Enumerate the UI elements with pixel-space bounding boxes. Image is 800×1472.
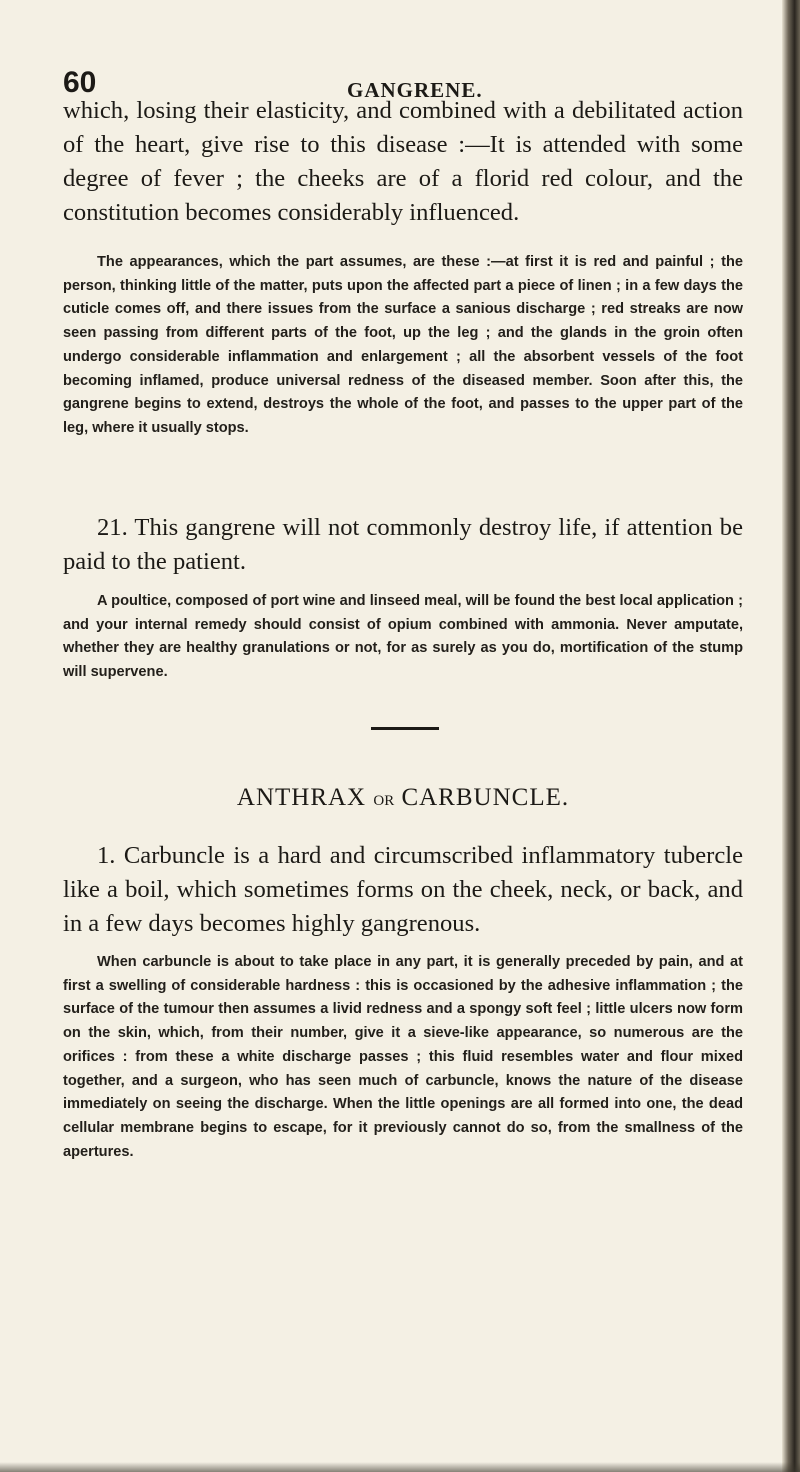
paragraph-point-1: 1. Carbuncle is a hard and circumscribed inflammatory tubercle like a boil, which sometimes forms on the cheek, neck, or back, and in a few days becomes highly gangrenous. [63, 842, 743, 937]
section-title-anthrax: ANTHRAX [236, 784, 367, 811]
section-title [63, 784, 743, 812]
paragraph-appearances: The appearances, which the part assumes, are these :—at first it is red and painful ; the person, thinking little of the matter, puts upon the affected part a piece of linen ; in a few days the cuticle comes off, and there issues from the surface a sanious discharge ; red streaks are now seen passing from different parts of the foot, up the leg ; and the glands in the groin often undergo considerable inflammation and enlargement ; all the absorbent vessels of the foot becoming inflamed, produce universal redness of the diseased member. Soon after this, the gangrene begins to extend, destroys the whole of the foot, and passes to the upper part of the leg, where it usually stops. [63, 254, 743, 436]
paragraph-carbuncle: When carbuncle is about to take place in any part, it is generally preceded by pain, and at first a swelling of considerable hardness : this is occasioned by the adhesive inflammation ; the surface of the tumour then assumes a livid redness and a spongy soft feel ; little ulcers now form on the skin, which, from their number, give it a sieve-like appearance, so numerous are the orifices : from these a white discharge passes ; this fluid resembles water and flour mixed together, and a surgeon, who has seen much of carbuncle, knows the nature of the disease immediately on seeing the discharge. When the little openings are all formed into one, the dead cellular membrane begins to escape, for it previously cannot do so, from the smallness of the apertures. [63, 954, 743, 1160]
running-head: GANGRENE. [347, 78, 483, 102]
section-title-carbuncle: CARBUNCLE. [401, 784, 570, 811]
page-bottom-edge [0, 1462, 800, 1472]
section-title-or: OR [373, 793, 395, 809]
page-binding-edge [782, 0, 800, 1472]
page-number: 60 [63, 66, 97, 99]
section-divider [371, 727, 439, 730]
paragraph-poultice: A poultice, composed of port wine and linseed meal, will be found the best local application ; and your internal remedy should consist of opium combined with ammonia. Never amputate, whether they are healthy granulations or not, for as surely as you do, mortification of the stump will supervene. [63, 593, 743, 681]
paragraph-continuation: which, losing their elasticity, and combined with a debilitated action of the heart, give rise to this disease :—It is attended with some degree of fever ; the cheeks are of a florid red colour, and the constitution becomes considerably influenced. [63, 97, 743, 226]
paragraph-point-21: 21. This gangrene will not commonly destroy life, if attention be paid to the patient. [63, 514, 743, 575]
